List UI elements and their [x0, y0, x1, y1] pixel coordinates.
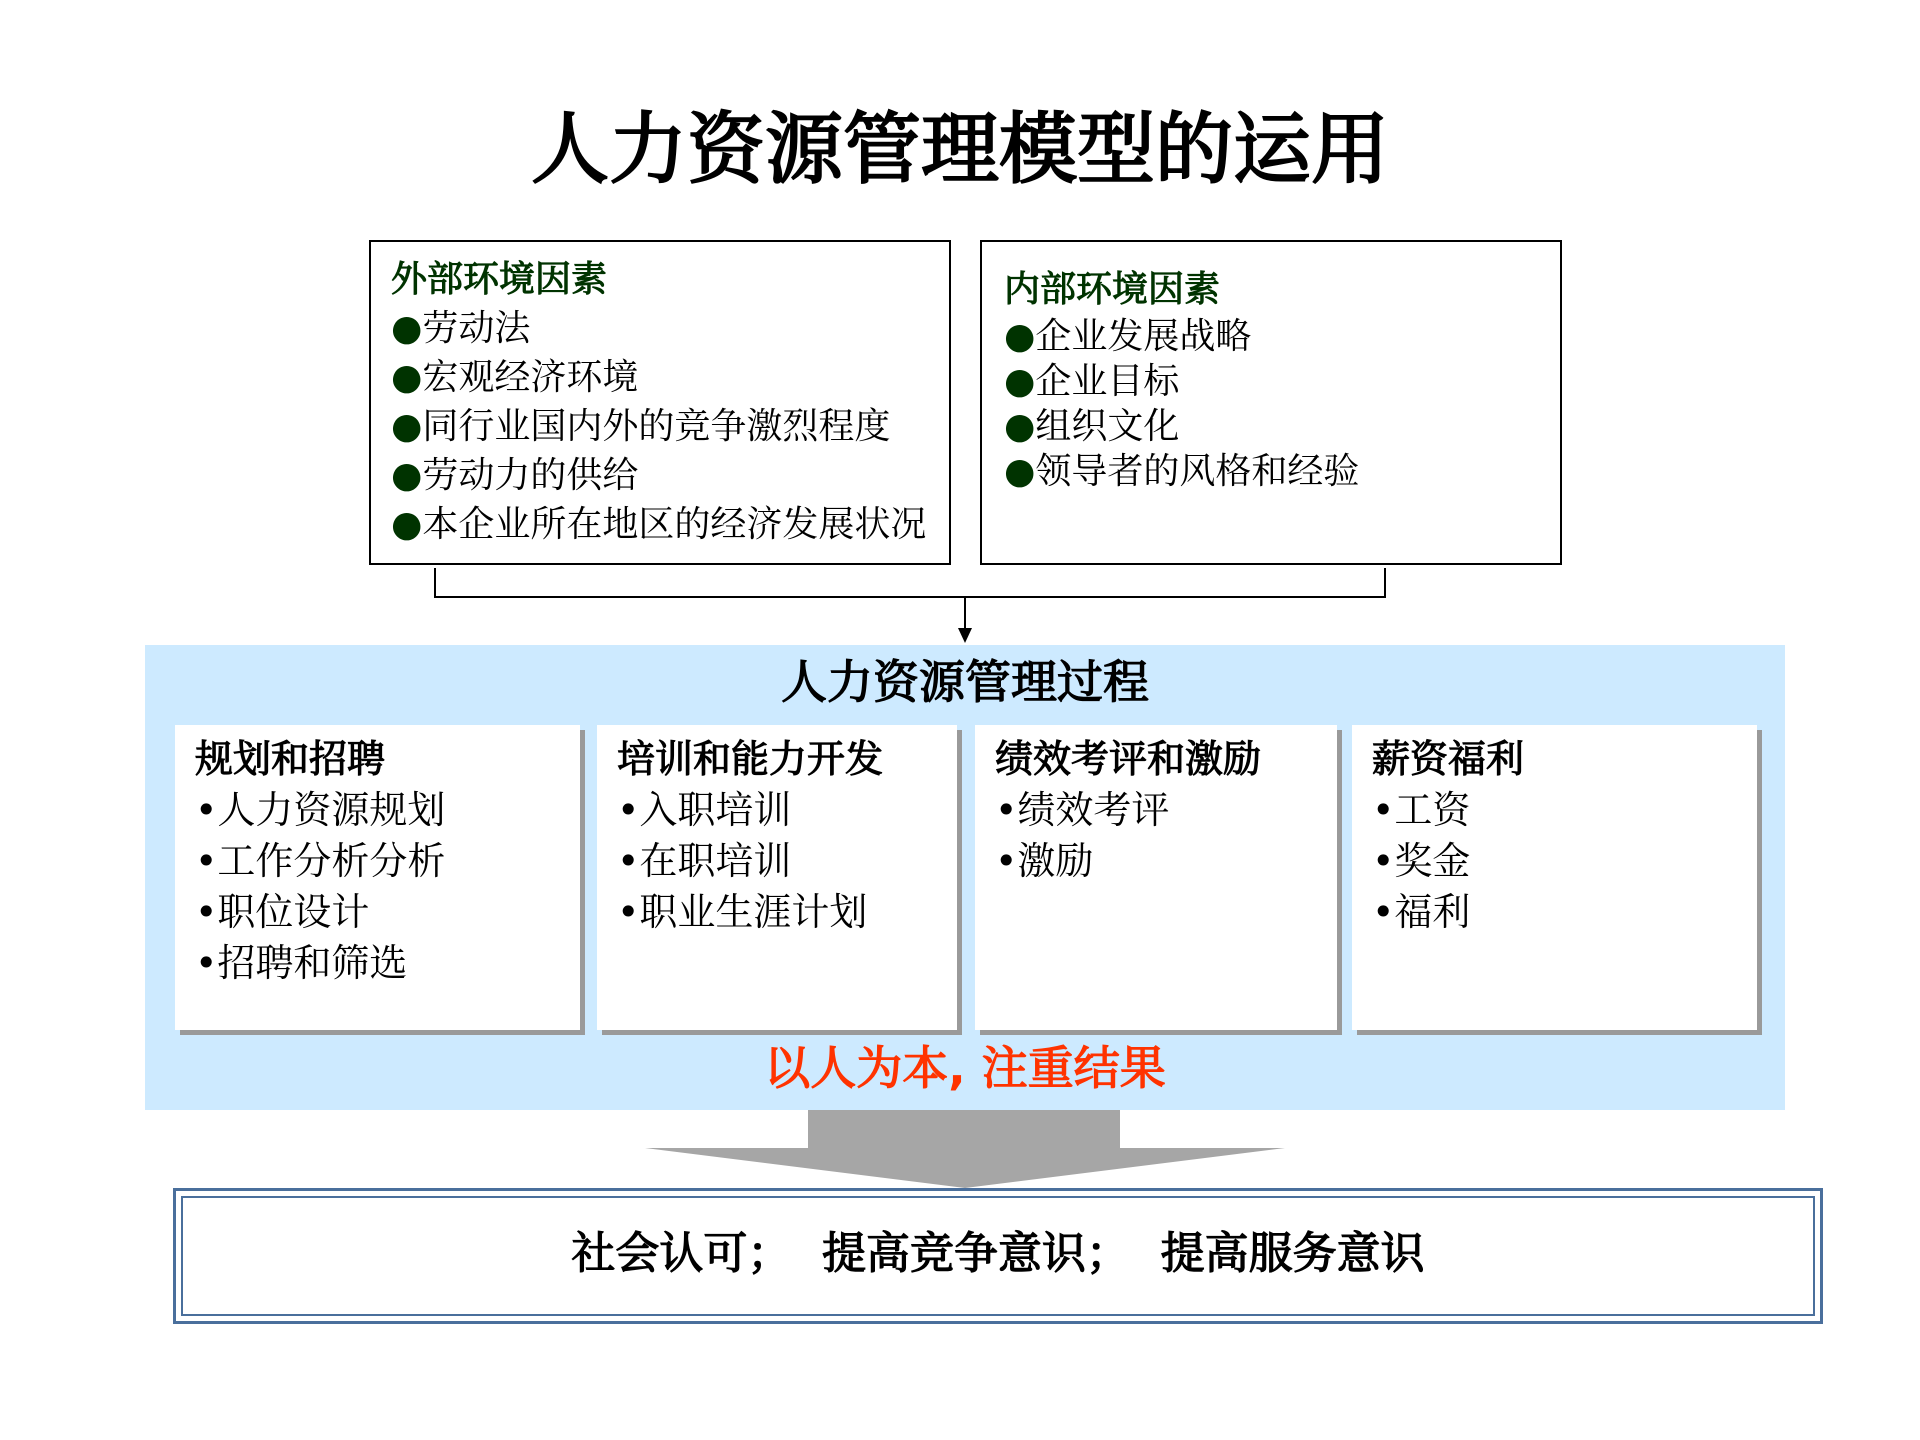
page-title: 人力资源管理模型的运用	[530, 105, 1389, 195]
process-card-training	[597, 725, 957, 1030]
process-card-performance	[975, 725, 1337, 1030]
slogan-text: 以人为本, 注重结果	[764, 1041, 1166, 1095]
external-factors-box	[369, 240, 951, 565]
internal-factors-box	[980, 240, 1562, 565]
bullet-icon: ●	[391, 406, 423, 447]
result-text: 社会认可； 提高竞争意识； 提高服务意识	[571, 1228, 1425, 1279]
list-item: ●企业目标	[1004, 361, 1180, 402]
process-card-compensation	[1352, 725, 1757, 1030]
list-item: •职业生涯计划	[617, 890, 868, 934]
internal-factors-title: 内部环境因素	[1004, 269, 1221, 310]
connector-line	[435, 568, 1385, 597]
bullet-icon: ●	[391, 308, 423, 349]
bullet-icon: ●	[1004, 361, 1036, 402]
bullet-icon: ●	[1004, 406, 1036, 447]
bullet-icon: ●	[1004, 316, 1036, 357]
list-item: •招聘和筛选	[195, 941, 408, 985]
process-title: 人力资源管理过程	[781, 655, 1149, 709]
list-item: ●组织文化	[1004, 406, 1180, 447]
list-item: •工资	[1372, 788, 1471, 832]
bullet-icon: ●	[391, 357, 423, 398]
list-item: ●劳动力的供给	[391, 455, 639, 496]
card-title: 培训和能力开发	[617, 737, 884, 781]
list-item: •人力资源规划	[195, 788, 446, 832]
list-item: ●领导者的风格和经验	[1004, 451, 1360, 492]
card-title: 薪资福利	[1372, 737, 1525, 781]
list-item: •激励	[995, 839, 1094, 883]
list-item: •福利	[1372, 890, 1471, 934]
list-item: •在职培训	[617, 839, 792, 883]
list-item: ●宏观经济环境	[391, 357, 639, 398]
bullet-icon: ●	[391, 455, 423, 496]
list-item: ●本企业所在地区的经济发展状况	[391, 504, 927, 545]
card-title: 绩效考评和激励	[995, 737, 1262, 781]
bullet-icon: ●	[391, 504, 423, 545]
list-item: •入职培训	[617, 788, 792, 832]
list-item: •绩效考评	[995, 788, 1170, 832]
list-item: •工作分析分析	[195, 839, 446, 883]
bullet-icon: ●	[1004, 451, 1036, 492]
list-item: •奖金	[1372, 839, 1471, 883]
list-item: ●劳动法	[391, 308, 531, 349]
list-item: ●同行业国内外的竞争激烈程度	[391, 406, 891, 447]
process-card-planning	[175, 725, 580, 1030]
external-factors-title: 外部环境因素	[391, 259, 608, 300]
result-arrow	[645, 1110, 1285, 1188]
list-item: ●企业发展战略	[1004, 316, 1252, 357]
card-title: 规划和招聘	[195, 737, 386, 781]
list-item: •职位设计	[195, 890, 370, 934]
connector-arrow-head	[958, 628, 972, 643]
